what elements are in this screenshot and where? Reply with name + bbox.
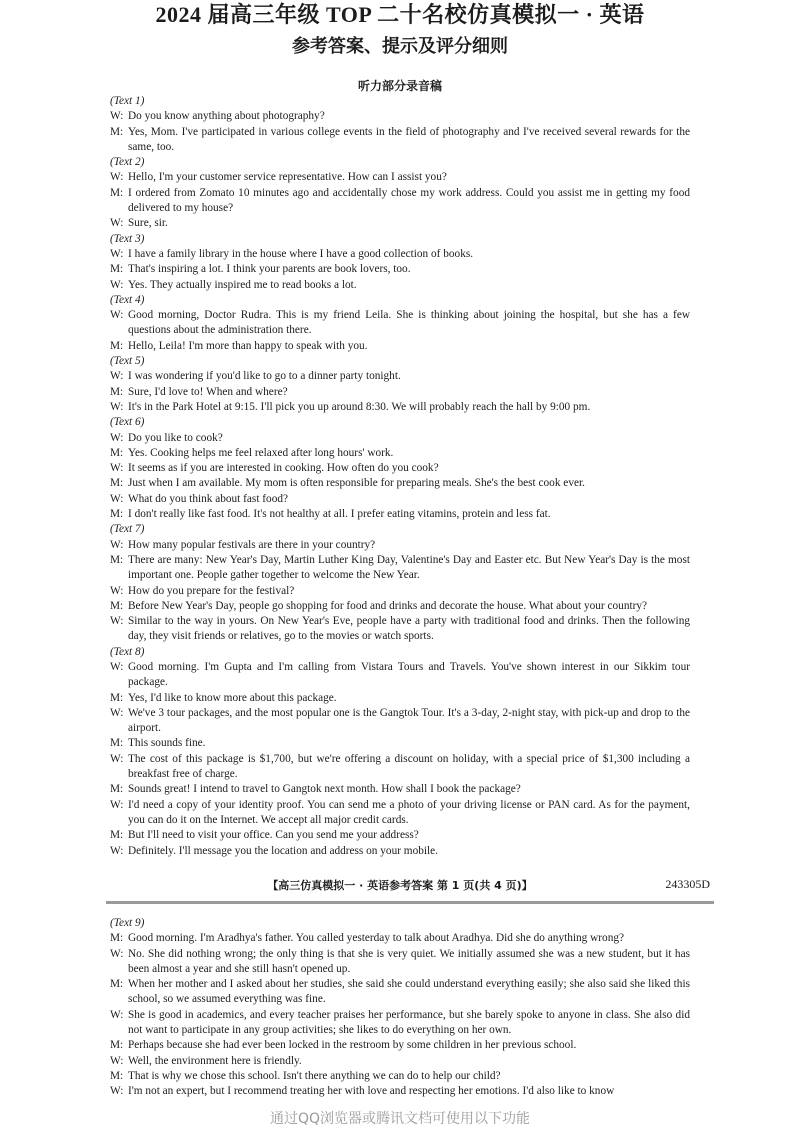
speaker-label: W: <box>110 462 124 475</box>
dialogue-text: When her mother and I asked about her studies, she said she could understand everything easily; she also said she liked this school, so we assumed everything was fine. <box>128 978 690 1006</box>
dialogue-line <box>110 262 690 277</box>
section-title: 听力部分录音稿 <box>357 79 442 93</box>
dialogue-line <box>110 507 690 522</box>
dialogue-line <box>110 798 690 829</box>
speaker-label: M: <box>110 385 124 398</box>
text-label: (Text 8) <box>110 645 145 658</box>
dialogue-line <box>110 385 690 400</box>
speaker-label: W: <box>110 660 124 673</box>
speaker-label: W: <box>110 370 124 383</box>
dialogue-line <box>110 660 690 691</box>
dialogue-line <box>110 931 690 946</box>
text-label: (Text 6) <box>110 416 145 429</box>
dialogue-text: Yes, Mom. I've participated in various college events in the field of photography and I've received several rewards for the same, too. <box>128 125 690 153</box>
dialogue-text: Good morning. I'm Gupta and I'm calling from Vistara Tours and Travels. You've shown interest in our Sikkim tour package. <box>128 660 690 689</box>
speaker-label: W: <box>110 1008 124 1021</box>
dialogue-line <box>110 1038 690 1053</box>
dialogue-line <box>110 278 690 293</box>
dialogue-line <box>110 461 690 476</box>
dialogue-text: Good morning. I'm Aradhya's father. You called yesterday to talk about Aradhya. Did she do anything wrong? <box>128 932 625 945</box>
speaker-label: M: <box>110 978 124 991</box>
dialogue-text: Good morning, Doctor Rudra. This is my friend Leila. She is thinking about joining the hospital, but she has a few questions about the administration there. <box>128 309 690 337</box>
text-label: (Text 7) <box>110 523 145 536</box>
dialogue-line <box>110 170 690 185</box>
dialogue-text: She is good in academics, and every teacher praises her performance, but she barely spoke to anyone in class. She also did not want to participate in any group activities; she likes to do everything on her own. <box>128 1008 690 1037</box>
speaker-label: W: <box>110 247 124 260</box>
speaker-label: W: <box>110 752 124 765</box>
speaker-label: M: <box>110 599 124 612</box>
dialogue-text: It seems as if you are interested in cooking. How often do you cook? <box>128 462 439 475</box>
dialogue-text: That is why we chose this school. Isn't there anything we can do to help our child? <box>128 1069 501 1082</box>
dialogue-line <box>110 752 690 783</box>
dialogue-text: I'm not an expert, but I recommend treating her with love and respecting her emotions. I'd also like to know <box>128 1085 615 1098</box>
dialogue-line <box>110 538 690 553</box>
speaker-label: W: <box>110 947 124 960</box>
dialogue-text: How many popular festivals are there in your country? <box>128 538 376 551</box>
dialogue-text: The cost of this package is $1,700, but we're offering a discount on holiday, with a special price of $1,300 including a breakfast free of charge. <box>128 752 690 781</box>
dialogue-text: Hello, Leila! I'm more than happy to speak with you. <box>128 339 368 352</box>
dialogue-line <box>110 584 690 599</box>
dialogue-line <box>110 599 690 614</box>
speaker-label: W: <box>110 171 124 184</box>
dialogue-line <box>110 782 690 797</box>
dialogue-line <box>110 691 690 706</box>
speaker-label: M: <box>110 783 124 796</box>
speaker-label: M: <box>110 829 124 842</box>
dialogue-text: Do you like to cook? <box>128 431 223 444</box>
dialogue-text: Hello, I'm your customer service representative. How can I assist you? <box>128 171 447 184</box>
dialogue-text: Yes. They actually inspired me to read books a lot. <box>128 278 357 291</box>
page-divider <box>106 901 714 904</box>
dialogue-line <box>110 1069 690 1084</box>
speaker-label: W: <box>110 844 124 857</box>
speaker-label: W: <box>110 1085 124 1098</box>
dialogue-line <box>110 125 690 156</box>
speaker-label: M: <box>110 339 124 352</box>
dialogue-text: Perhaps because she had ever been locked in the restroom by some children in her previous school. <box>128 1039 577 1052</box>
dialogue-line <box>110 947 690 978</box>
speaker-label: M: <box>110 263 124 276</box>
dialogue-line <box>110 1008 690 1039</box>
dialogue-text: Well, the environment here is friendly. <box>128 1054 302 1067</box>
dialogue-text: That's inspiring a lot. I think your parents are book lovers, too. <box>128 263 411 276</box>
speaker-label: W: <box>110 217 124 230</box>
dialogue-line <box>110 476 690 491</box>
dialogue-text: Sounds great! I intend to travel to Gangtok next month. How shall I book the package? <box>128 783 521 796</box>
speaker-label: M: <box>110 1039 124 1052</box>
speaker-label: M: <box>110 932 124 945</box>
speaker-label: W: <box>110 431 124 444</box>
speaker-label: M: <box>110 186 124 199</box>
dialogue-text: Before New Year's Day, people go shopping for food and drinks and decorate the house. What about your country? <box>128 599 648 612</box>
dialogue-text: Yes. Cooking helps me feel relaxed after long hours' work. <box>128 446 394 459</box>
dialogue-text: We've 3 tour packages, and the most popular one is the Gangtok Tour. It's a 3-day, 2-night stay, with pick-up and drop to the airport. <box>128 706 690 735</box>
dialogue-text: Sure, I'd love to! When and where? <box>128 385 288 398</box>
dialogue-text: There are many: New Year's Day, Martin Luther King Day, Valentine's Day and Easter etc. But New Year's Day is the most important one. People gather together to welcome the New Year. <box>128 553 690 582</box>
speaker-label: W: <box>110 309 124 322</box>
speaker-label: M: <box>110 125 124 138</box>
speaker-label: W: <box>110 584 124 597</box>
dialogue-text: But I'll need to visit your office. Can you send me your address? <box>128 829 419 842</box>
speaker-label: W: <box>110 400 124 413</box>
speaker-label: M: <box>110 1069 124 1082</box>
dialogue-text: I don't really like fast food. It's not healthy at all. I prefer eating vitamins, protein and less fat. <box>128 508 551 521</box>
text-label: (Text 9) <box>110 917 145 929</box>
speaker-label: M: <box>110 446 124 459</box>
watermark-text: 通过QQ浏览器或腾讯文档可使用以下功能 <box>269 1111 531 1127</box>
dialogue-line <box>110 553 690 584</box>
speaker-label: M: <box>110 477 124 490</box>
dialogue-line <box>110 736 690 751</box>
speaker-label: W: <box>110 110 124 123</box>
dialogue-text: I'd need a copy of your identity proof. You can send me a photo of your driving license or PAN card. As for the payment, you can do it on the Internet. We accept all major credit cards. <box>128 798 690 826</box>
transcript-page-1 <box>110 94 690 859</box>
dialogue-text: Yes, I'd like to know more about this package. <box>128 691 337 704</box>
dialogue-line <box>110 400 690 415</box>
dialogue-line <box>110 1084 690 1099</box>
dialogue-text: This sounds fine. <box>128 737 206 750</box>
page-footer <box>110 877 710 893</box>
dialogue-line <box>110 431 690 446</box>
speaker-label: M: <box>110 508 124 521</box>
page-title: 2024 届高三年级 TOP 二十名校仿真模拟一 · 英语 <box>155 2 645 27</box>
text-label: (Text 1) <box>110 95 145 107</box>
dialogue-line <box>110 706 690 737</box>
dialogue-text: I was wondering if you'd like to go to a dinner party tonight. <box>128 370 401 383</box>
transcript-page-2 <box>110 916 690 1100</box>
dialogue-line <box>110 977 690 1008</box>
text-label: (Text 2) <box>110 156 145 169</box>
dialogue-text: Do you know anything about photography? <box>128 110 325 123</box>
speaker-label: M: <box>110 553 124 566</box>
dialogue-text: Just when I am available. My mom is often responsible for preparing meals. She's the best cook ever. <box>128 477 585 490</box>
footer-page-info: 【高三仿真模拟一 · 英语参考答案 第 1 页(共 4 页)】 <box>267 879 533 892</box>
speaker-label: W: <box>110 1054 124 1067</box>
speaker-label: W: <box>110 492 124 505</box>
speaker-label: W: <box>110 798 124 811</box>
dialogue-line <box>110 186 690 217</box>
speaker-label: M: <box>110 691 124 704</box>
text-label: (Text 5) <box>110 355 145 368</box>
dialogue-line <box>110 369 690 384</box>
text-label: (Text 4) <box>110 293 145 306</box>
dialogue-text: I ordered from Zomato 10 minutes ago and accidentally chose my work address. Could you assist me in getting my food delivered to my house? <box>128 186 690 215</box>
footer-code: 243305D <box>665 877 710 891</box>
speaker-label: W: <box>110 538 124 551</box>
speaker-label: M: <box>110 737 124 750</box>
dialogue-line <box>110 109 690 124</box>
dialogue-text: No. She did nothing wrong; the only thing is that she is very quiet. We initially assumed she was a new student, but it has been almost a year and she still hasn't opened up. <box>128 947 690 975</box>
dialogue-line <box>110 492 690 507</box>
dialogue-line <box>110 844 690 859</box>
dialogue-line <box>110 339 690 354</box>
dialogue-text: I have a family library in the house where I have a good collection of books. <box>128 247 474 260</box>
dialogue-text: It's in the Park Hotel at 9:15. I'll pick you up around 8:30. We will probably reach the hall by 9:00 pm. <box>128 400 591 413</box>
dialogue-line <box>110 308 690 339</box>
dialogue-text: Similar to the way in yours. On New Year's Eve, people have a party with traditional food and drinks. Then the following day, they visit friends or relatives, go to the movies or watch sports. <box>128 615 690 643</box>
dialogue-text: What do you think about fast food? <box>128 492 289 505</box>
dialogue-text: How do you prepare for the festival? <box>128 584 295 597</box>
dialogue-line <box>110 216 690 231</box>
dialogue-line <box>110 614 690 645</box>
page-subtitle: 参考答案、提示及评分细则 <box>292 36 508 56</box>
text-label: (Text 3) <box>110 232 145 245</box>
speaker-label: W: <box>110 278 124 291</box>
dialogue-text: Definitely. I'll message you the location and address on your mobile. <box>128 844 439 857</box>
speaker-label: W: <box>110 706 124 719</box>
speaker-label: W: <box>110 615 124 628</box>
dialogue-line <box>110 1054 690 1069</box>
dialogue-line <box>110 828 690 843</box>
dialogue-text: Sure, sir. <box>128 217 168 230</box>
dialogue-line <box>110 446 690 461</box>
dialogue-line <box>110 247 690 262</box>
